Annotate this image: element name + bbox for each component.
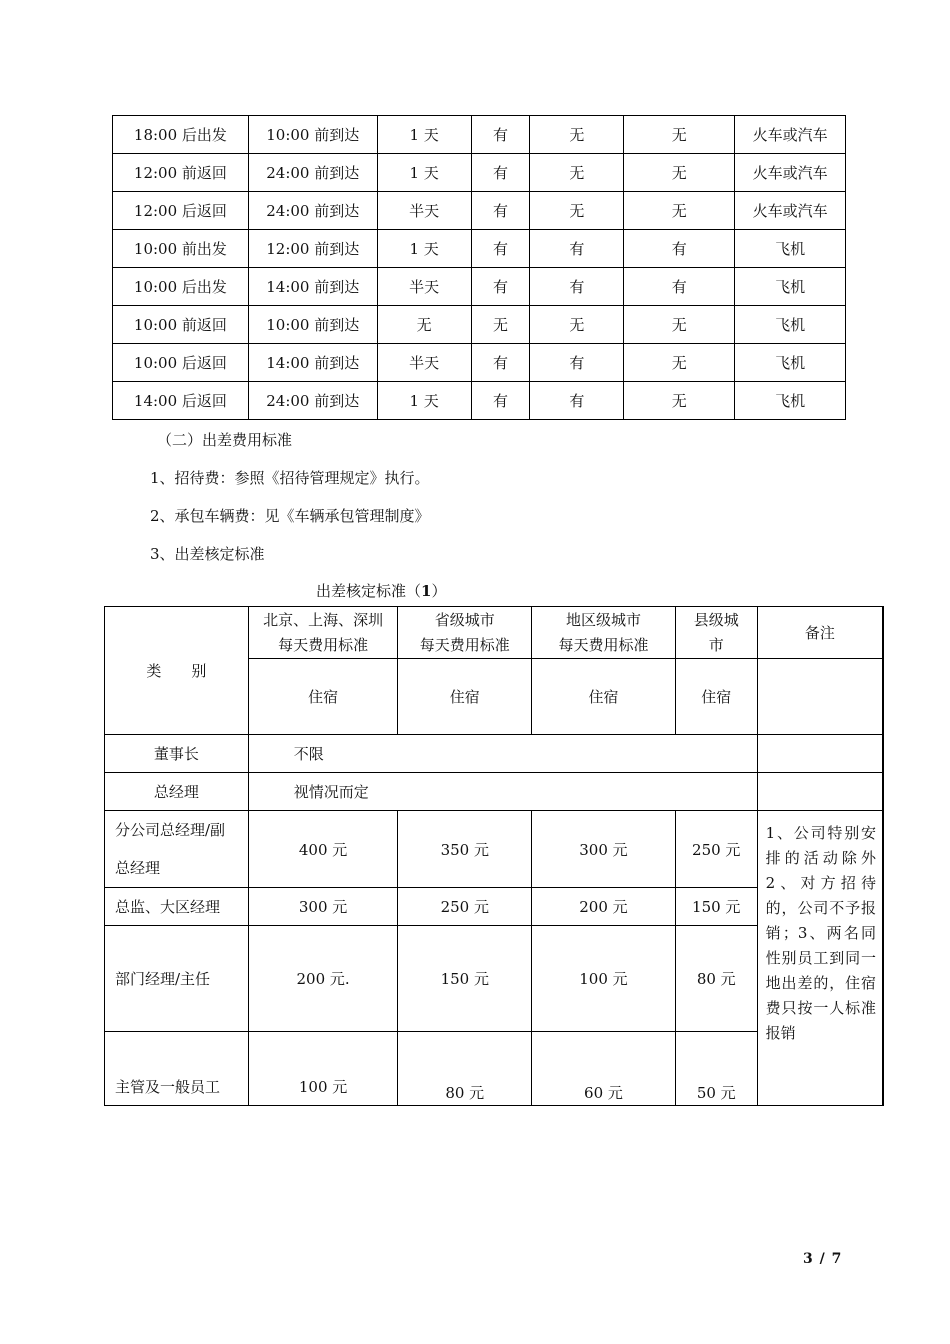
travel-cell: 无: [624, 116, 735, 154]
travel-cell: 有: [530, 268, 624, 306]
travel-cell: 无: [530, 116, 624, 154]
prefecture-value: 60 元: [532, 1032, 676, 1106]
gm-row: [105, 773, 884, 811]
travel-cell: 有: [530, 230, 624, 268]
travel-cell: 10:00 前返回: [113, 306, 249, 344]
travel-cell: 1 天: [377, 230, 471, 268]
travel-cell: 半天: [377, 192, 471, 230]
col-tier1-header: 北京、上海、深圳 每天费用标准: [248, 607, 398, 659]
tier1-value: 100 元: [248, 1032, 398, 1106]
travel-cell: 飞机: [735, 230, 846, 268]
chairman-value: 不限: [248, 735, 757, 773]
travel-cell: 火车或汽车: [735, 154, 846, 192]
travel-time-table: [112, 115, 846, 420]
travel-cell: 有: [471, 344, 530, 382]
travel-cell: 10:00 前到达: [248, 306, 377, 344]
chairman-label: 董事长: [105, 735, 249, 773]
lodging-label: 住宿: [532, 659, 676, 735]
travel-cell: 有: [471, 116, 530, 154]
travel-row: [113, 154, 846, 192]
travel-cell: 有: [530, 382, 624, 420]
county-value: 150 元: [675, 888, 757, 926]
travel-cell: 无: [624, 154, 735, 192]
travel-row: [113, 268, 846, 306]
item-entertainment-fee: 1、招待费：参照《招待管理规定》执行。: [150, 469, 430, 487]
section-heading: （二）出差费用标准: [157, 431, 293, 449]
col-county-header: 县级城 市: [675, 607, 757, 659]
chairman-row: [105, 735, 884, 773]
province-value: 150 元: [398, 926, 532, 1032]
travel-cell: 有: [471, 192, 530, 230]
item-vehicle-fee: 2、承包车辆费：见《车辆承包管理制度》: [150, 507, 430, 525]
travel-cell: 飞机: [735, 382, 846, 420]
travel-cell: 14:00 前到达: [248, 344, 377, 382]
remarks-notes: 1、公司特别安排的活动除外 2、对方招待的，公司不予报销；3、两名同性别员工到同一地出差的，住宿费只按一人标准报销: [757, 811, 883, 1106]
travel-row: [113, 230, 846, 268]
county-value: 80 元: [675, 926, 757, 1032]
gm-label: 总经理: [105, 773, 249, 811]
lodging-label: 住宿: [248, 659, 398, 735]
province-value: 80 元: [398, 1032, 532, 1106]
travel-row: [113, 382, 846, 420]
travel-cell: 无: [530, 306, 624, 344]
travel-cell: 半天: [377, 344, 471, 382]
travel-time-table-body: [113, 116, 846, 420]
travel-cell: 24:00 前到达: [248, 192, 377, 230]
travel-cell: 无: [624, 192, 735, 230]
travel-cell: 飞机: [735, 344, 846, 382]
travel-cell: 10:00 后出发: [113, 268, 249, 306]
travel-cell: 14:00 后返回: [113, 382, 249, 420]
travel-cell: 12:00 前返回: [113, 154, 249, 192]
tier1-value: 200 元.: [248, 926, 398, 1032]
lodging-label: 住宿: [675, 659, 757, 735]
travel-cell: 1 天: [377, 154, 471, 192]
travel-row: [113, 344, 846, 382]
prefecture-value: 300 元: [532, 811, 676, 888]
prefecture-value: 200 元: [532, 888, 676, 926]
page-number: 3 / 7: [803, 1251, 843, 1267]
gm-value: 视情况而定: [248, 773, 757, 811]
standards-table-caption: 出差核定标准（1）: [316, 582, 447, 600]
travel-cell: 有: [624, 230, 735, 268]
dept-manager-label: 部门经理/主任: [105, 926, 249, 1032]
travel-cell: 无: [624, 306, 735, 344]
travel-cell: 有: [471, 268, 530, 306]
travel-cell: 1 天: [377, 116, 471, 154]
col-prefecture-header: 地区级城市 每天费用标准: [532, 607, 676, 659]
travel-standards-table: [104, 606, 884, 1106]
item-standards: 3、出差核定标准: [150, 545, 265, 563]
travel-cell: 飞机: [735, 268, 846, 306]
travel-cell: 14:00 前到达: [248, 268, 377, 306]
remarks-empty: [757, 773, 883, 811]
travel-cell: 有: [471, 230, 530, 268]
travel-cell: 有: [471, 154, 530, 192]
travel-cell: 1 天: [377, 382, 471, 420]
prefecture-value: 100 元: [532, 926, 676, 1032]
travel-cell: 半天: [377, 268, 471, 306]
travel-cell: 无: [624, 344, 735, 382]
lodging-label: 住宿: [398, 659, 532, 735]
col-province-header: 省级城市 每天费用标准: [398, 607, 532, 659]
travel-cell: 无: [530, 154, 624, 192]
category-header: 类 别: [105, 607, 249, 735]
branch-gm-row: [105, 811, 884, 888]
travel-cell: 12:00 前到达: [248, 230, 377, 268]
tier1-value: 300 元: [248, 888, 398, 926]
remarks-empty: [757, 659, 883, 735]
travel-cell: 无: [530, 192, 624, 230]
remarks-header: 备注: [757, 607, 883, 659]
province-value: 250 元: [398, 888, 532, 926]
director-label: 总监、大区经理: [105, 888, 249, 926]
county-value: 250 元: [675, 811, 757, 888]
travel-cell: 无: [624, 382, 735, 420]
travel-cell: 有: [530, 344, 624, 382]
travel-cell: 18:00 后出发: [113, 116, 249, 154]
travel-cell: 无: [377, 306, 471, 344]
travel-row: [113, 306, 846, 344]
branch-gm-label: 分公司总经理/副 总经理: [105, 811, 249, 888]
county-value: 50 元: [675, 1032, 757, 1106]
travel-cell: 飞机: [735, 306, 846, 344]
travel-cell: 有: [471, 382, 530, 420]
travel-row: [113, 116, 846, 154]
header-row: [105, 607, 884, 659]
travel-cell: 火车或汽车: [735, 116, 846, 154]
province-value: 350 元: [398, 811, 532, 888]
travel-cell: 有: [624, 268, 735, 306]
tier1-value: 400 元: [248, 811, 398, 888]
remarks-empty: [757, 735, 883, 773]
travel-cell: 火车或汽车: [735, 192, 846, 230]
travel-cell: 10:00 前出发: [113, 230, 249, 268]
travel-cell: 无: [471, 306, 530, 344]
staff-label: 主管及一般员工: [105, 1032, 249, 1106]
travel-row: [113, 192, 846, 230]
travel-cell: 24:00 前到达: [248, 154, 377, 192]
travel-cell: 10:00 前到达: [248, 116, 377, 154]
travel-cell: 24:00 前到达: [248, 382, 377, 420]
travel-cell: 10:00 后返回: [113, 344, 249, 382]
travel-cell: 12:00 后返回: [113, 192, 249, 230]
